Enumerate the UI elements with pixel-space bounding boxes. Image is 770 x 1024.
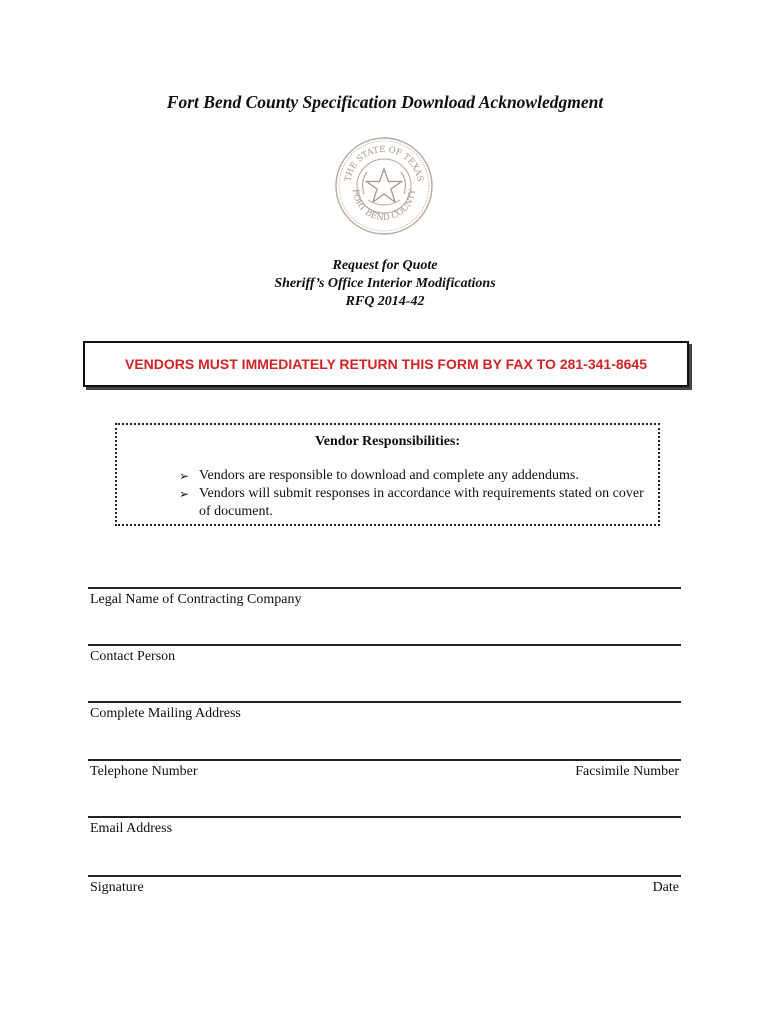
legal-name-label: Legal Name of Contracting Company: [90, 592, 302, 607]
email-field[interactable]: [88, 816, 681, 848]
rfq-type: Request for Quote: [332, 258, 438, 273]
rfq-number: RFQ 2014-42: [345, 294, 425, 309]
fax-notice: [83, 341, 689, 387]
mailing-address-label: Complete Mailing Address: [90, 706, 241, 721]
email-label: Email Address: [90, 821, 173, 836]
svg-text:FORT BEND COUNTY: FORT BEND COUNTY: [349, 188, 419, 224]
rfq-project: Sheriff’s Office Interior Modifications: [274, 276, 496, 291]
facsimile-label: Facsimile Number: [575, 764, 679, 779]
signature-label: Signature: [90, 880, 144, 895]
signature-date-field[interactable]: [88, 875, 681, 907]
rfq-info: [0, 257, 770, 311]
county-seal-icon: [334, 136, 434, 236]
vendor-responsibilities-box: [115, 423, 660, 526]
responsibilities-list: [177, 467, 647, 521]
fax-notice-text: VENDORS MUST IMMEDIATELY RETURN THIS FORM BY FAX TO 281-341-8645: [125, 356, 647, 372]
responsibilities-title: Vendor Responsibilities:: [314, 434, 461, 449]
list-item: ➢ Vendors will submit responses in accordance with requirements stated on cover of document.: [179, 486, 644, 519]
arrowhead-bullet-icon: ➢: [179, 487, 190, 501]
arrowhead-bullet-icon: ➢: [179, 469, 190, 483]
document-title: Fort Bend County Specification Download Acknowledgment: [166, 92, 604, 112]
list-item: ➢ Vendors are responsible to download and complete any addendums.: [179, 468, 579, 483]
mailing-address-field[interactable]: [88, 701, 681, 733]
date-label: Date: [652, 880, 679, 895]
legal-name-field[interactable]: [88, 587, 681, 619]
contact-person-field[interactable]: [88, 644, 681, 676]
telephone-label: Telephone Number: [90, 764, 198, 779]
svg-text:THE STATE OF TEXAS: THE STATE OF TEXAS: [343, 144, 425, 183]
telephone-fax-field[interactable]: [88, 759, 681, 791]
contact-person-label: Contact Person: [90, 649, 176, 664]
